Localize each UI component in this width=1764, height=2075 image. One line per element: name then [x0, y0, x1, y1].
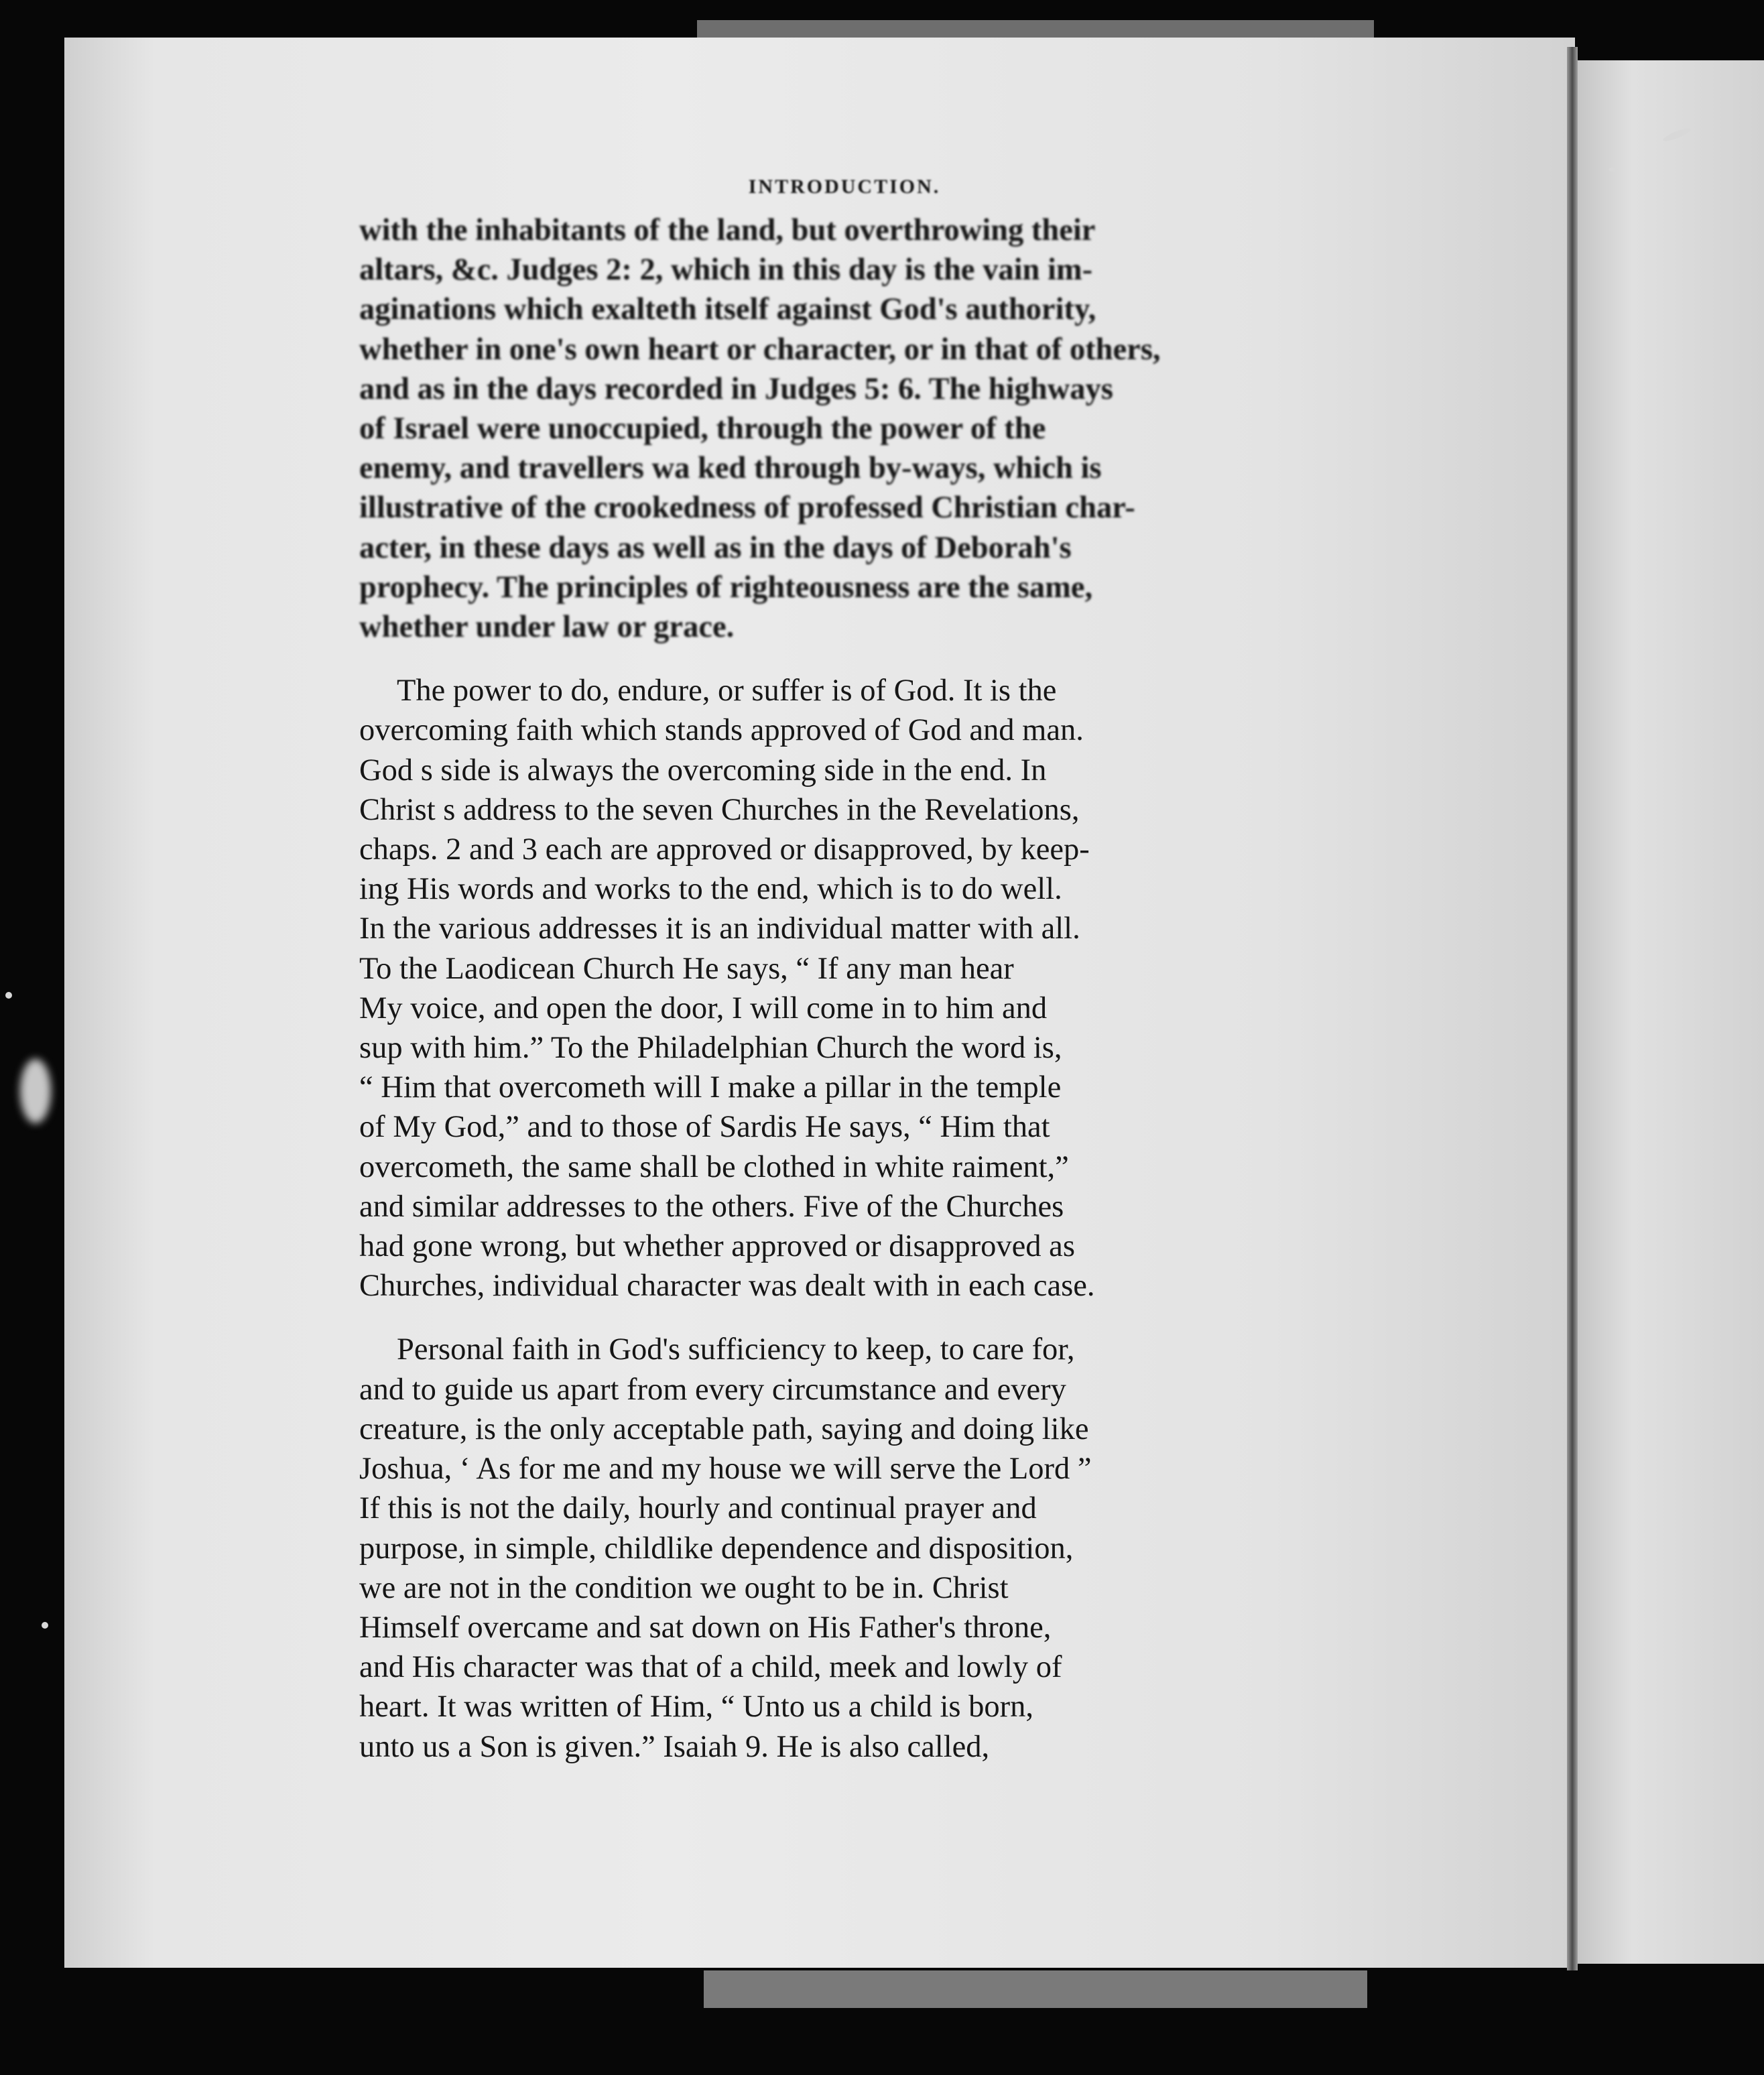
text-line: creature, is the only acceptable path, saying and doing like [359, 1411, 1089, 1446]
text-line: God s side is always the overcoming side in the end. In [359, 753, 1047, 788]
page-fold [1567, 47, 1578, 1970]
text-line: had gone wrong, but whether approved or disapproved as [359, 1229, 1075, 1264]
text-line: sup with him.” To the Philadelphian Church the word is, [359, 1031, 1062, 1066]
text-line: enemy, and travellers wa ked through by-ways, which is [359, 451, 1102, 486]
paragraph-3 [359, 1330, 1330, 1766]
scan-smudge [20, 1059, 51, 1123]
text-line: and to guide us apart from every circumstance and every [359, 1372, 1066, 1407]
text-line: Christ s address to the seven Churches in the Revelations, [359, 792, 1080, 827]
text-line: “ Him that overcometh will I make a pillar in the temple [359, 1070, 1062, 1105]
text-line: prophecy. The principles of righteousness are the same, [359, 570, 1093, 605]
paragraph-gap [359, 647, 1330, 671]
film-clip-bottom [704, 1970, 1367, 2008]
text-line: aginations which exalteth itself against God's authority, [359, 292, 1096, 327]
text-line: and His character was that of a child, meek and lowly of [359, 1650, 1062, 1685]
text-line: Joshua, ‘ As for me and my house we will serve the Lord ” [359, 1452, 1092, 1487]
text-line: and as in the days recorded in Judges 5: 6. The highways [359, 371, 1113, 406]
text-line: ing His words and works to the end, which is to do well. [359, 872, 1062, 907]
text-line: altars, &c. Judges 2: 2, which in this day is the vain im- [359, 253, 1093, 288]
text-line: purpose, in simple, childlike dependence and disposition, [359, 1531, 1074, 1566]
text-line: illustrative of the crookedness of professed Christian char- [359, 491, 1135, 525]
page-text [359, 176, 1330, 1767]
text-line: If this is not the daily, hourly and continual prayer and [359, 1491, 1037, 1526]
running-head: INTRODUCTION. [748, 176, 941, 198]
text-line: My voice, and open the door, I will come in to him and [359, 991, 1048, 1025]
dust-speck [1609, 168, 1618, 172]
text-line: and similar addresses to the others. Five of the Churches [359, 1189, 1064, 1224]
text-line: Churches, individual character was dealt with in each case. [359, 1269, 1095, 1304]
dust-speck [42, 1622, 48, 1629]
text-line: chaps. 2 and 3 each are approved or disapproved, by keep- [359, 832, 1090, 867]
paragraph-2 [359, 671, 1330, 1306]
text-line: of Israel were unoccupied, through the power of the [359, 412, 1046, 446]
text-line: acter, in these days as well as in the days of Deborah's [359, 530, 1072, 565]
text-line: overcometh, the same shall be clothed in white raiment,” [359, 1149, 1069, 1184]
text-line: Personal faith in God's sufficiency to keep, to care for, [397, 1332, 1075, 1367]
text-line: whether in one's own heart or character, or in that of others, [359, 332, 1161, 367]
text-line: The power to do, endure, or suffer is of God. It is the [397, 674, 1057, 708]
text-line: of My God,” and to those of Sardis He says, “ Him that [359, 1110, 1050, 1145]
text-line: with the inhabitants of the land, but overthrowing their [359, 213, 1096, 247]
paragraph-gap [359, 1306, 1330, 1330]
text-line: whether under law or grace. [359, 610, 735, 645]
text-line: To the Laodicean Church He says, “ If any man hear [359, 951, 1014, 986]
text-line: unto us a Son is given.” Isaiah 9. He is also called, [359, 1729, 990, 1764]
text-line: Himself overcame and sat down on His Father's throne, [359, 1610, 1052, 1645]
text-line: In the various addresses it is an individual matter with all. [359, 911, 1080, 946]
paragraph-1 [359, 210, 1330, 647]
dust-speck [5, 992, 12, 999]
text-line: heart. It was written of Him, “ Unto us a child is born, [359, 1690, 1033, 1724]
text-line: overcoming faith which stands approved of God and man. [359, 713, 1084, 748]
facing-page [1575, 60, 1764, 1964]
text-line: we are not in the condition we ought to be in. Christ [359, 1570, 1009, 1605]
